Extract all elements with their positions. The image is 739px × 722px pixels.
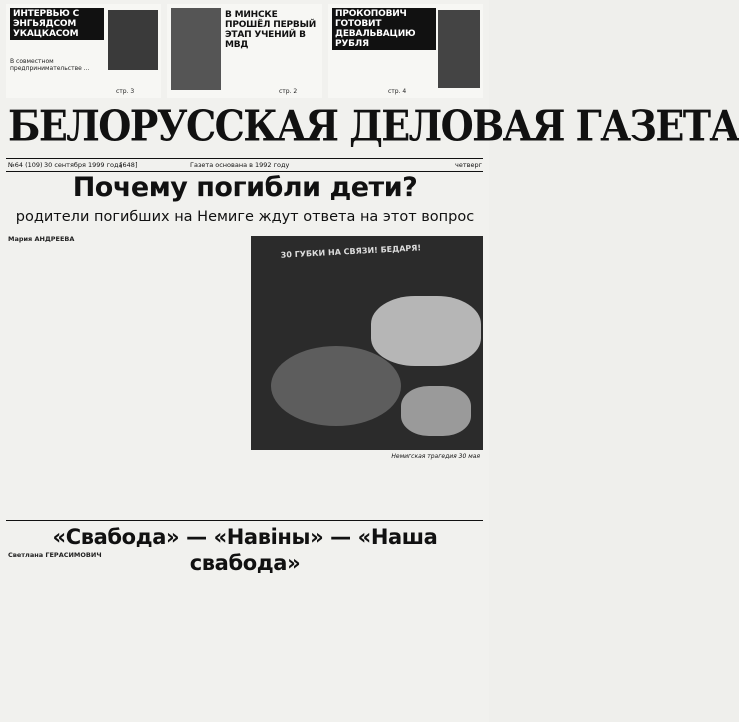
issue-meta bbox=[8, 160, 482, 170]
masthead-rule bbox=[6, 158, 483, 159]
lead-column-2 bbox=[86, 236, 158, 514]
photo-caption: Немигская трагедия 30 мая bbox=[391, 453, 480, 460]
teaser-subtitle: В совместном предпринимательстве ... bbox=[10, 58, 90, 72]
nemiga-photo bbox=[251, 236, 483, 450]
photo-banner: 30 ГУБКИ НА СВЯЗИ! БЕДАРЯ! bbox=[280, 243, 422, 260]
teaser-prokopovich[interactable] bbox=[328, 4, 483, 98]
teaser-mvd[interactable] bbox=[167, 4, 322, 98]
teaser-strip bbox=[6, 4, 483, 98]
founded-note: Газета основана в 1992 году bbox=[190, 161, 290, 169]
second-column-1 bbox=[8, 552, 122, 716]
exercise-photo bbox=[171, 8, 221, 90]
issue-extra: [648] bbox=[120, 161, 138, 169]
photo-highlight bbox=[371, 296, 481, 366]
lead-byline: Мария АНДРЕЕВА bbox=[8, 235, 75, 243]
teaser-headline: В МИНСКЕ ПРОШЁЛ ПЕРВЫЙ ЭТАП УЧЕНИЙ В МВД bbox=[225, 10, 317, 50]
teaser-page-ref: стр. 2 bbox=[279, 88, 298, 95]
second-column-3 bbox=[248, 552, 362, 716]
section-rule bbox=[6, 520, 483, 521]
lead-headline: Почему погибли дети? bbox=[72, 172, 418, 203]
lead-subhead: родители погибших на Немиге ждут ответа на этот вопрос bbox=[15, 209, 475, 225]
newspaper-title: БЕЛОРУССКАЯ ДЕЛОВАЯ ГАЗЕТА bbox=[8, 100, 739, 151]
lead-column-4 bbox=[251, 462, 323, 514]
lead-column-1 bbox=[8, 236, 80, 514]
weekday: четверг bbox=[455, 161, 482, 169]
lead-column-3 bbox=[164, 236, 244, 514]
portrait-photo bbox=[438, 10, 480, 88]
teaser-page-ref: стр. 4 bbox=[388, 88, 407, 95]
lead-column-5 bbox=[329, 462, 401, 514]
portrait-photo bbox=[108, 10, 158, 70]
second-column-4 bbox=[368, 552, 483, 716]
issue-number: №64 (109) bbox=[8, 161, 43, 169]
photo-highlight bbox=[401, 386, 471, 436]
second-byline: Светлана ГЕРАСИМОВИЧ bbox=[8, 551, 102, 559]
lead-column-6 bbox=[407, 462, 483, 514]
photo-shadow bbox=[271, 346, 401, 426]
teaser-headline: ИНТЕРВЬЮ С ЭНГЬЯДСОМ УКАЦКАСОМ bbox=[10, 8, 104, 40]
teaser-headline: ПРОКОПОВИЧ ГОТОВИТ ДЕВАЛЬВАЦИЮ РУБЛЯ bbox=[332, 8, 436, 50]
masthead bbox=[8, 100, 739, 152]
second-headline: «Свабода» — «Навіны» — «Наша свабода» bbox=[52, 525, 438, 575]
teaser-page-ref: стр. 3 bbox=[116, 88, 135, 95]
teaser-interview[interactable] bbox=[6, 4, 161, 98]
second-column-2 bbox=[128, 552, 242, 716]
issue-date: 30 сентября 1999 года bbox=[44, 161, 123, 169]
